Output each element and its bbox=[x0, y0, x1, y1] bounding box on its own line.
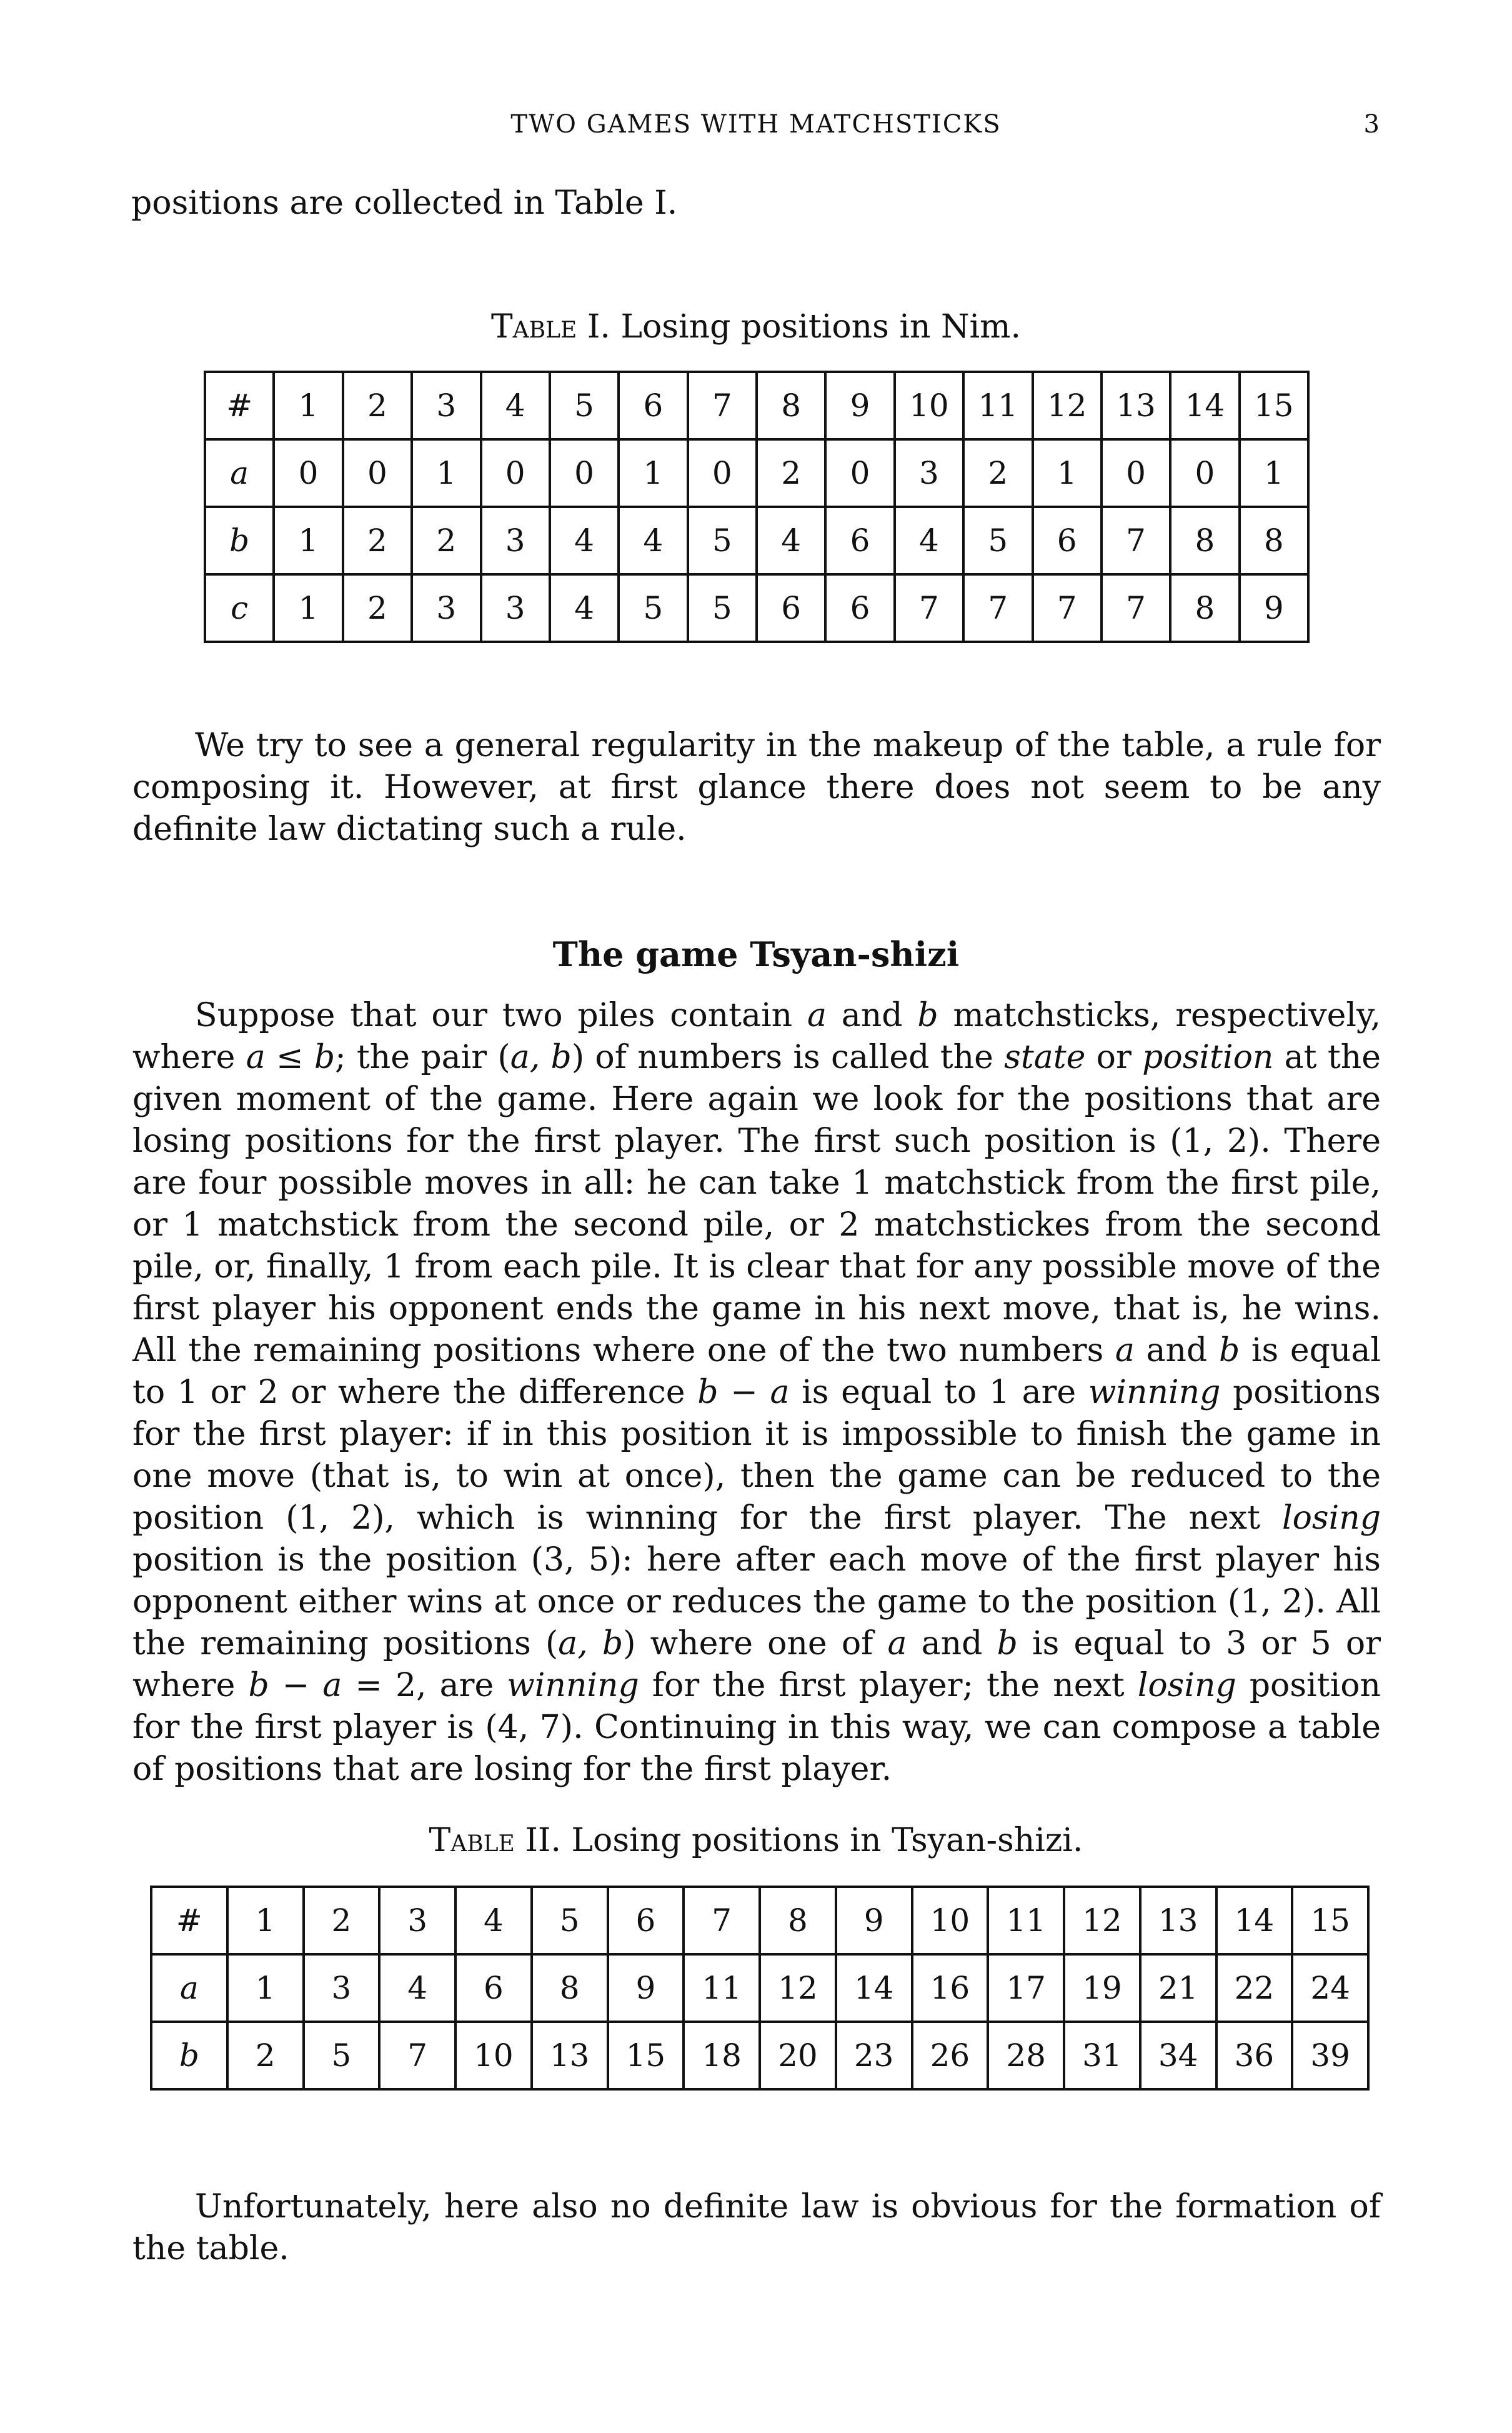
table-cell: 7 bbox=[1102, 574, 1170, 642]
table-cell: 2 bbox=[412, 507, 480, 574]
table-cell: 3 bbox=[412, 574, 480, 642]
table-cell: 6 bbox=[1033, 507, 1102, 574]
table-cell: 2 bbox=[343, 372, 412, 439]
table-cell: 9 bbox=[836, 1887, 912, 1954]
paragraph-3-text: Unfortunately, here also no definite law is obvious for the formation of the table. bbox=[132, 2188, 1381, 2267]
table-cell: 2 bbox=[304, 1887, 380, 1954]
table-row bbox=[205, 507, 1308, 574]
table-cell: 11 bbox=[684, 1954, 760, 2022]
table-cell: 10 bbox=[895, 372, 963, 439]
table2-caption-text: Losing positions in Tsyan-shizi. bbox=[571, 1822, 1083, 1859]
table-cell: 9 bbox=[608, 1954, 684, 2022]
table-cell: 4 bbox=[757, 507, 825, 574]
table-cell: 7 bbox=[1033, 574, 1102, 642]
table-cell: 1 bbox=[227, 1954, 304, 2022]
table-cell: 10 bbox=[455, 2022, 532, 2089]
table-cell: 14 bbox=[836, 1954, 912, 2022]
table-cell: 0 bbox=[1170, 439, 1239, 507]
table-cell: 39 bbox=[1292, 2022, 1368, 2089]
table-cell: 0 bbox=[274, 439, 342, 507]
table-cell: 5 bbox=[963, 507, 1032, 574]
table-cell: 12 bbox=[1033, 372, 1102, 439]
table-cell: 6 bbox=[825, 507, 894, 574]
table-cell: 7 bbox=[379, 2022, 455, 2089]
table-cell: 34 bbox=[1140, 2022, 1216, 2089]
table-cell: 8 bbox=[757, 372, 825, 439]
table-cell: 13 bbox=[532, 2022, 608, 2089]
table-cell: 7 bbox=[895, 574, 963, 642]
table-cell: 7 bbox=[688, 372, 757, 439]
row-label: b bbox=[151, 2022, 227, 2089]
table-cell: 15 bbox=[1292, 1887, 1368, 1954]
row-label: a bbox=[151, 1954, 227, 2022]
table-cell: 22 bbox=[1216, 1954, 1293, 2022]
paragraph-2-text: Suppose that our two piles contain a and b matchsticks, respectively, where a ≤ b; the pair (a, b) of numbers is called the state or position at the given moment of the game. Here again we look for the positions that are losing positions for the first player. The first such position is (1, 2). There are four possible moves in all: he can take 1 matchstick from the first pile, or 1 matchstick from the second pile, or 2 matchstickes from the second pile, or, finally, 1 from each pile. It is clear that for any possible move of the first player his opponent ends the game in his next move, that is, he wins. All the remaining positions where one of the two numbers a and b is equal to 1 or 2 or where the difference b − a is equal to 1 are winning positions for the first player: if in this position it is impossible to finish the game in one move (that is, to win at once), then the game can be reduced to the position (1, 2), which is winning for the first player. The next losing position is the position (3, 5): here after each move of the first player his opponent either wins at once or reduces the game to the position (1, 2). All the remaining positions (a, b) where one of a and b is equal to 3 or 5 or where b − a = 2, are winning for the first player; the next losing position for the first player is (4, 7). Continuing in this way, we can compose a table of positions that are losing for the first player. bbox=[132, 997, 1381, 1788]
table2-caption-label: Table II. bbox=[429, 1822, 561, 1859]
table-cell: 36 bbox=[1216, 2022, 1293, 2089]
table-cell: 14 bbox=[1170, 372, 1239, 439]
table-cell: 8 bbox=[1170, 574, 1239, 642]
table-cell: 5 bbox=[688, 574, 757, 642]
table-cell: 2 bbox=[227, 2022, 304, 2089]
intro-line bbox=[131, 182, 1381, 224]
table-cell: 7 bbox=[963, 574, 1032, 642]
table-cell: 0 bbox=[550, 439, 619, 507]
table-cell: 16 bbox=[912, 1954, 988, 2022]
table-cell: 6 bbox=[825, 574, 894, 642]
table-cell: 1 bbox=[412, 439, 480, 507]
table-cell: 4 bbox=[455, 1887, 532, 1954]
table1-caption-label: Table I. bbox=[491, 308, 610, 346]
table-cell: 7 bbox=[684, 1887, 760, 1954]
table-cell: 23 bbox=[836, 2022, 912, 2089]
table-cell: 12 bbox=[760, 1954, 836, 2022]
table-cell: 1 bbox=[1240, 439, 1308, 507]
table-cell: 0 bbox=[1102, 439, 1170, 507]
table2 bbox=[150, 1886, 1370, 2091]
row-label: c bbox=[205, 574, 274, 642]
table-cell: 1 bbox=[274, 574, 342, 642]
table-cell: 31 bbox=[1064, 2022, 1140, 2089]
row-label: # bbox=[151, 1887, 227, 1954]
table-row bbox=[151, 1887, 1368, 1954]
table-cell: 8 bbox=[532, 1954, 608, 2022]
table1-caption bbox=[0, 308, 1512, 346]
table-cell: 3 bbox=[481, 507, 550, 574]
table-cell: 5 bbox=[550, 372, 619, 439]
section-heading: The game Tsyan-shizi bbox=[552, 934, 960, 974]
table-cell: 9 bbox=[825, 372, 894, 439]
table-row bbox=[151, 1954, 1368, 2022]
table-cell: 8 bbox=[760, 1887, 836, 1954]
table-cell: 5 bbox=[532, 1887, 608, 1954]
table-cell: 3 bbox=[481, 574, 550, 642]
table-cell: 8 bbox=[1170, 507, 1239, 574]
paragraph-1 bbox=[132, 725, 1381, 851]
table-cell: 18 bbox=[684, 2022, 760, 2089]
row-label: a bbox=[205, 439, 274, 507]
table-cell: 2 bbox=[963, 439, 1032, 507]
table-cell: 1 bbox=[1033, 439, 1102, 507]
table-cell: 1 bbox=[619, 439, 687, 507]
table-cell: 10 bbox=[912, 1887, 988, 1954]
table-cell: 28 bbox=[988, 2022, 1064, 2089]
table-cell: 12 bbox=[1064, 1887, 1140, 1954]
table-cell: 0 bbox=[343, 439, 412, 507]
table-cell: 15 bbox=[608, 2022, 684, 2089]
table-cell: 24 bbox=[1292, 1954, 1368, 2022]
table-cell: 11 bbox=[988, 1887, 1064, 1954]
table-cell: 3 bbox=[304, 1954, 380, 2022]
table-cell: 26 bbox=[912, 2022, 988, 2089]
table-cell: 5 bbox=[688, 507, 757, 574]
table-cell: 1 bbox=[274, 372, 342, 439]
table-cell: 4 bbox=[895, 507, 963, 574]
table-cell: 13 bbox=[1102, 372, 1170, 439]
table-cell: 9 bbox=[1240, 574, 1308, 642]
table1 bbox=[204, 371, 1310, 643]
page-number: 3 bbox=[1363, 110, 1380, 139]
table-cell: 4 bbox=[619, 507, 687, 574]
table-cell: 8 bbox=[1240, 507, 1308, 574]
table-cell: 3 bbox=[895, 439, 963, 507]
table-cell: 5 bbox=[304, 2022, 380, 2089]
table-cell: 3 bbox=[379, 1887, 455, 1954]
table-cell: 1 bbox=[274, 507, 342, 574]
row-label: b bbox=[205, 507, 274, 574]
table-cell: 14 bbox=[1216, 1887, 1293, 1954]
table-row bbox=[205, 574, 1308, 642]
running-head: TWO GAMES WITH MATCHSTICKS bbox=[510, 110, 1002, 139]
paragraph-3 bbox=[132, 2186, 1381, 2270]
table-cell: 4 bbox=[550, 574, 619, 642]
table-cell: 2 bbox=[343, 574, 412, 642]
table-cell: 17 bbox=[988, 1954, 1064, 2022]
table-cell: 6 bbox=[455, 1954, 532, 2022]
table-row bbox=[205, 439, 1308, 507]
table-cell: 4 bbox=[379, 1954, 455, 2022]
table-cell: 2 bbox=[343, 507, 412, 574]
table-cell: 6 bbox=[619, 372, 687, 439]
table-cell: 0 bbox=[481, 439, 550, 507]
table-cell: 13 bbox=[1140, 1887, 1216, 1954]
table1-caption-text: Losing positions in Nim. bbox=[620, 308, 1021, 346]
table-cell: 7 bbox=[1102, 507, 1170, 574]
table-cell: 5 bbox=[619, 574, 687, 642]
table-cell: 15 bbox=[1240, 372, 1308, 439]
table2-caption bbox=[0, 1822, 1512, 1859]
table-cell: 6 bbox=[757, 574, 825, 642]
table-cell: 20 bbox=[760, 2022, 836, 2089]
row-label: # bbox=[205, 372, 274, 439]
table-cell: 6 bbox=[608, 1887, 684, 1954]
table-cell: 19 bbox=[1064, 1954, 1140, 2022]
table-cell: 21 bbox=[1140, 1954, 1216, 2022]
table-cell: 3 bbox=[412, 372, 480, 439]
paragraph-1-text: We try to see a general regularity in the makeup of the table, a rule for composing it. However, at first glance there does not seem to be any definite law dictating such a rule. bbox=[132, 727, 1381, 848]
table-row bbox=[151, 2022, 1368, 2089]
table-cell: 2 bbox=[757, 439, 825, 507]
paragraph-2 bbox=[132, 995, 1381, 1791]
table-cell: 4 bbox=[481, 372, 550, 439]
intro-line-text: positions are collected in Table I. bbox=[131, 184, 678, 222]
table-cell: 11 bbox=[963, 372, 1032, 439]
table-cell: 1 bbox=[227, 1887, 304, 1954]
table-cell: 0 bbox=[825, 439, 894, 507]
table-cell: 4 bbox=[550, 507, 619, 574]
table-row bbox=[205, 372, 1308, 439]
table-cell: 0 bbox=[688, 439, 757, 507]
